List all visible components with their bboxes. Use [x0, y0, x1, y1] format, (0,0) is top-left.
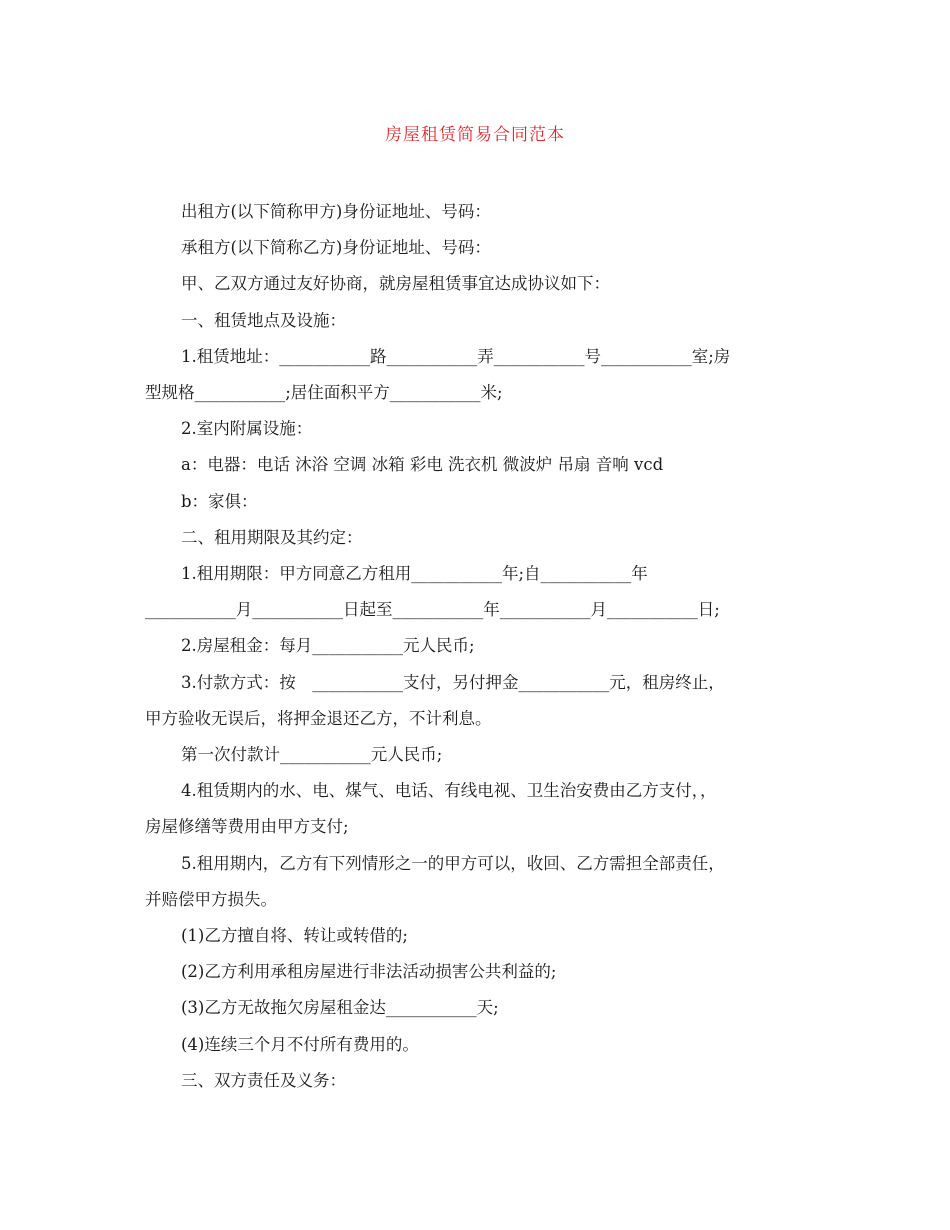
paragraph-utilities-line2: 房屋修缮等费用由甲方支付;: [145, 817, 349, 837]
list-item-clause-2: (2)乙方利用承租房屋进行非法活动损害公共利益的;: [181, 962, 557, 982]
section-heading-responsibilities: 三、双方责任及义务：: [181, 1070, 346, 1090]
list-item-clause-1: (1)乙方擅自将、转让或转借的;: [181, 926, 408, 946]
section-heading-location: 一、租赁地点及设施：: [181, 310, 346, 330]
paragraph-facilities: 2.室内附属设施：: [181, 419, 313, 439]
paragraph-furniture: b：家俱：: [181, 491, 258, 511]
paragraph-payment-line2: 甲方验收无误后，将押金退还乙方，不计利息。: [145, 708, 492, 728]
document-body: [145, 194, 810, 1099]
list-item-clause-3: (3)乙方无故拖欠房屋租金达___________天;: [181, 998, 499, 1018]
paragraph-utilities-line1: 4.租赁期内的水、电、煤气、电话、有线电视、卫生治安费由乙方支付，，: [181, 781, 717, 801]
paragraph-address-line1: 1.租赁地址：___________路___________弄___________号___________室;房: [181, 346, 731, 366]
document-title: 房屋租赁简易合同范本: [385, 125, 565, 145]
paragraph-rent: 2.房屋租金：每月___________元人民币;: [181, 636, 475, 656]
paragraph-term-line1: 1.租用期限：甲方同意乙方租用___________年;自___________年: [181, 564, 648, 584]
paragraph-appliances: a：电器：电话 沐浴 空调 冰箱 彩电 洗衣机 微波炉 吊扇 音响 vcd: [181, 455, 664, 475]
paragraph-lessor: 出租方(以下简称甲方)身份证地址、号码：: [181, 202, 491, 221]
paragraph-agreement-intro: 甲、乙双方通过友好协商，就房屋租赁事宜达成协议如下：: [181, 274, 610, 294]
paragraph-address-line2: 型规格___________;居住面积平方___________米;: [145, 383, 503, 403]
paragraph-first-payment: 第一次付款计___________元人民币;: [181, 745, 443, 765]
paragraph-termination-line1: 5.租用期内，乙方有下列情形之一的甲方可以，收回、乙方需担全部责任，: [181, 853, 725, 873]
section-heading-term: 二、租用期限及其约定：: [181, 527, 363, 547]
paragraph-lessee: 承租方(以下简称乙方)身份证地址、号码：: [181, 238, 491, 258]
paragraph-term-line2: ___________月___________日起至___________年___________月___________日;: [145, 600, 720, 620]
list-item-clause-4: (4)连续三个月不付所有费用的。: [181, 1034, 419, 1054]
paragraph-payment-line1: 3.付款方式：按 ___________支付，另付押金___________元，租房终止，: [181, 672, 725, 692]
paragraph-termination-line2: 并赔偿甲方损失。: [145, 889, 277, 909]
